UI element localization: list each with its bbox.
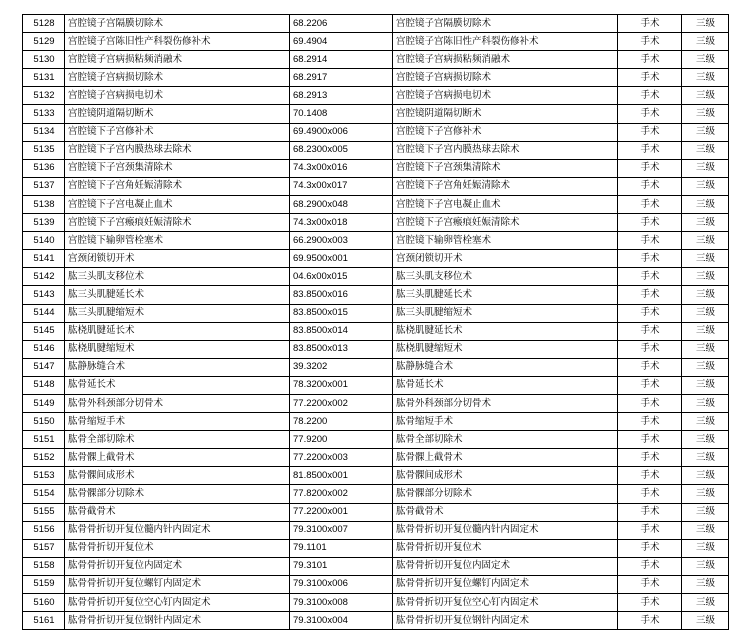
row-icd-code: 83.8500x015	[290, 304, 393, 322]
row-name: 宫腔镜下输卵管栓塞术	[65, 232, 290, 250]
table-row	[23, 322, 729, 340]
row-icd-code: 68.2914	[290, 51, 393, 69]
row-icd-code: 81.8500x001	[290, 467, 393, 485]
row-name-alt: 肱桡肌腱缩短术	[393, 340, 618, 358]
row-name-alt: 宫腔镜子宫隔膜切除术	[393, 15, 618, 33]
table-row	[23, 467, 729, 485]
row-code: 5151	[23, 431, 65, 449]
row-level: 三级	[682, 394, 729, 412]
row-name-alt: 肱骨骨折切开复位螺钉内固定术	[393, 575, 618, 593]
row-level: 三级	[682, 51, 729, 69]
row-level: 三级	[682, 449, 729, 467]
table-row	[23, 431, 729, 449]
row-icd-code: 04.6x00x015	[290, 268, 393, 286]
row-level: 三级	[682, 177, 729, 195]
row-type: 手术	[618, 503, 682, 521]
table-row	[23, 575, 729, 593]
row-type: 手术	[618, 449, 682, 467]
row-icd-code: 79.3100x006	[290, 575, 393, 593]
row-name: 宫腔镜阴道隔切断术	[65, 105, 290, 123]
table-row	[23, 15, 729, 33]
row-name: 宫颈闭锁切开术	[65, 250, 290, 268]
row-name-alt: 肱骨缩短手术	[393, 413, 618, 431]
row-code: 5158	[23, 557, 65, 575]
table-row	[23, 214, 729, 232]
row-type: 手术	[618, 594, 682, 612]
row-type: 手术	[618, 413, 682, 431]
row-name-alt: 肱骨髁上截骨术	[393, 449, 618, 467]
row-name: 宫腔镜下子宫瘢痕妊娠清除术	[65, 214, 290, 232]
row-name-alt: 肱静脉缝合术	[393, 358, 618, 376]
table-row	[23, 612, 729, 630]
row-name-alt: 宫腔镜下子宫修补术	[393, 123, 618, 141]
table-row	[23, 123, 729, 141]
row-level: 三级	[682, 15, 729, 33]
row-code: 5152	[23, 449, 65, 467]
row-code: 5159	[23, 575, 65, 593]
row-type: 手术	[618, 123, 682, 141]
row-name-alt: 宫腔镜下子宫内膜热球去除术	[393, 141, 618, 159]
table-row	[23, 376, 729, 394]
row-code: 5153	[23, 467, 65, 485]
row-type: 手术	[618, 214, 682, 232]
row-name-alt: 肱三头肌腱延长术	[393, 286, 618, 304]
row-icd-code: 83.8500x016	[290, 286, 393, 304]
row-code: 5143	[23, 286, 65, 304]
row-type: 手术	[618, 250, 682, 268]
row-code: 5156	[23, 521, 65, 539]
procedure-catalog-table	[22, 14, 729, 630]
row-name: 肱骨髁部分切除术	[65, 485, 290, 503]
row-level: 三级	[682, 232, 729, 250]
row-name-alt: 肱骨髁间成形术	[393, 467, 618, 485]
row-type: 手术	[618, 33, 682, 51]
row-level: 三级	[682, 123, 729, 141]
row-name: 肱骨骨折切开复位术	[65, 539, 290, 557]
row-name: 宫腔镜子宫病损切除术	[65, 69, 290, 87]
table-row	[23, 340, 729, 358]
row-code: 5161	[23, 612, 65, 630]
row-code: 5138	[23, 195, 65, 213]
row-level: 三级	[682, 539, 729, 557]
row-type: 手术	[618, 467, 682, 485]
table-row	[23, 159, 729, 177]
row-code: 5157	[23, 539, 65, 557]
row-name: 肱骨骨折切开复位空心钉内固定术	[65, 594, 290, 612]
row-name-alt: 肱骨截骨术	[393, 503, 618, 521]
row-name-alt: 宫腔镜子宫病损粘频消融术	[393, 51, 618, 69]
row-level: 三级	[682, 322, 729, 340]
row-icd-code: 77.2200x001	[290, 503, 393, 521]
table-row	[23, 358, 729, 376]
row-name-alt: 肱骨髁部分切除术	[393, 485, 618, 503]
row-code: 5142	[23, 268, 65, 286]
row-type: 手术	[618, 485, 682, 503]
row-type: 手术	[618, 268, 682, 286]
table-row	[23, 87, 729, 105]
table-row	[23, 539, 729, 557]
row-icd-code: 78.3200x001	[290, 376, 393, 394]
row-icd-code: 79.3100x004	[290, 612, 393, 630]
row-icd-code: 68.2917	[290, 69, 393, 87]
row-type: 手术	[618, 105, 682, 123]
table-row	[23, 141, 729, 159]
row-icd-code: 78.2200	[290, 413, 393, 431]
row-code: 5134	[23, 123, 65, 141]
row-type: 手术	[618, 575, 682, 593]
row-name: 肱骨骨折切开复位钢针内固定术	[65, 612, 290, 630]
row-code: 5133	[23, 105, 65, 123]
row-type: 手术	[618, 159, 682, 177]
row-name-alt: 宫腔镜子宫陈旧性产科裂伤修补术	[393, 33, 618, 51]
row-icd-code: 68.2206	[290, 15, 393, 33]
row-level: 三级	[682, 340, 729, 358]
table-row	[23, 394, 729, 412]
row-code: 5130	[23, 51, 65, 69]
row-code: 5150	[23, 413, 65, 431]
row-type: 手术	[618, 15, 682, 33]
row-name: 肱骨骨折切开复位髓内针内固定术	[65, 521, 290, 539]
row-name-alt: 肱骨外科颈部分切骨术	[393, 394, 618, 412]
row-level: 三级	[682, 431, 729, 449]
row-code: 5160	[23, 594, 65, 612]
row-type: 手术	[618, 322, 682, 340]
row-icd-code: 79.1101	[290, 539, 393, 557]
table-row	[23, 413, 729, 431]
row-type: 手术	[618, 358, 682, 376]
row-name: 肱三头肌腱缩短术	[65, 304, 290, 322]
row-icd-code: 68.2900x048	[290, 195, 393, 213]
row-name-alt: 肱骨骨折切开复位空心钉内固定术	[393, 594, 618, 612]
row-level: 三级	[682, 485, 729, 503]
row-name-alt: 肱骨骨折切开复位钢针内固定术	[393, 612, 618, 630]
row-level: 三级	[682, 413, 729, 431]
row-name: 肱骨缩短手术	[65, 413, 290, 431]
row-type: 手术	[618, 431, 682, 449]
row-level: 三级	[682, 69, 729, 87]
row-level: 三级	[682, 195, 729, 213]
row-name-alt: 肱三头肌支移位术	[393, 268, 618, 286]
table-row	[23, 268, 729, 286]
row-level: 三级	[682, 87, 729, 105]
row-name: 肱骨延长术	[65, 376, 290, 394]
row-code: 5131	[23, 69, 65, 87]
row-code: 5129	[23, 33, 65, 51]
table-row	[23, 594, 729, 612]
row-type: 手术	[618, 340, 682, 358]
row-icd-code: 83.8500x014	[290, 322, 393, 340]
row-name: 肱骨全部切除术	[65, 431, 290, 449]
table-row	[23, 69, 729, 87]
row-icd-code: 39.3202	[290, 358, 393, 376]
table-row	[23, 521, 729, 539]
row-name-alt: 宫腔镜子宫病损切除术	[393, 69, 618, 87]
row-type: 手术	[618, 87, 682, 105]
row-name: 宫腔镜子宫病损粘频消融术	[65, 51, 290, 69]
row-level: 三级	[682, 612, 729, 630]
row-name-alt: 宫颈闭锁切开术	[393, 250, 618, 268]
row-code: 5145	[23, 322, 65, 340]
row-type: 手术	[618, 521, 682, 539]
row-name: 肱骨截骨术	[65, 503, 290, 521]
row-icd-code: 77.2200x002	[290, 394, 393, 412]
table-row	[23, 33, 729, 51]
row-name-alt: 宫腔镜下子宫角妊娠清除术	[393, 177, 618, 195]
row-icd-code: 69.9500x001	[290, 250, 393, 268]
table-body	[23, 15, 729, 630]
row-type: 手术	[618, 539, 682, 557]
row-type: 手术	[618, 69, 682, 87]
row-icd-code: 66.2900x003	[290, 232, 393, 250]
row-level: 三级	[682, 304, 729, 322]
row-level: 三级	[682, 105, 729, 123]
row-code: 5140	[23, 232, 65, 250]
row-type: 手术	[618, 195, 682, 213]
row-code: 5136	[23, 159, 65, 177]
row-level: 三级	[682, 214, 729, 232]
row-name: 宫腔镜子宫隔膜切除术	[65, 15, 290, 33]
row-code: 5146	[23, 340, 65, 358]
row-name-alt: 宫腔镜阴道隔切断术	[393, 105, 618, 123]
row-level: 三级	[682, 557, 729, 575]
row-level: 三级	[682, 503, 729, 521]
row-type: 手术	[618, 51, 682, 69]
row-code: 5147	[23, 358, 65, 376]
row-code: 5137	[23, 177, 65, 195]
row-name: 肱三头肌腱延长术	[65, 286, 290, 304]
row-code: 5128	[23, 15, 65, 33]
row-type: 手术	[618, 557, 682, 575]
row-name-alt: 肱骨骨折切开复位髓内针内固定术	[393, 521, 618, 539]
row-name: 肱骨髁上截骨术	[65, 449, 290, 467]
table-row	[23, 304, 729, 322]
row-icd-code: 79.3101	[290, 557, 393, 575]
row-name: 肱桡肌腱缩短术	[65, 340, 290, 358]
row-type: 手术	[618, 141, 682, 159]
row-type: 手术	[618, 286, 682, 304]
row-level: 三级	[682, 286, 729, 304]
row-name-alt: 宫腔镜下子宫瘢痕妊娠清除术	[393, 214, 618, 232]
row-name-alt: 肱骨骨折切开复位术	[393, 539, 618, 557]
table-row	[23, 250, 729, 268]
row-level: 三级	[682, 467, 729, 485]
row-code: 5149	[23, 394, 65, 412]
row-level: 三级	[682, 358, 729, 376]
row-name: 肱三头肌支移位术	[65, 268, 290, 286]
row-name: 肱桡肌腱延长术	[65, 322, 290, 340]
row-name: 肱静脉缝合术	[65, 358, 290, 376]
row-name: 宫腔镜下子宫电凝止血术	[65, 195, 290, 213]
row-name-alt: 宫腔镜下子宫电凝止血术	[393, 195, 618, 213]
table-row	[23, 449, 729, 467]
row-level: 三级	[682, 575, 729, 593]
table-row	[23, 232, 729, 250]
row-code: 5154	[23, 485, 65, 503]
row-level: 三级	[682, 594, 729, 612]
row-name: 宫腔镜下子宫修补术	[65, 123, 290, 141]
row-name: 宫腔镜下子宫内膜热球去除术	[65, 141, 290, 159]
row-level: 三级	[682, 376, 729, 394]
table-row	[23, 105, 729, 123]
table-row	[23, 195, 729, 213]
row-type: 手术	[618, 232, 682, 250]
row-icd-code: 70.1408	[290, 105, 393, 123]
row-name-alt: 宫腔镜下输卵管栓塞术	[393, 232, 618, 250]
row-name-alt: 肱三头肌腱缩短术	[393, 304, 618, 322]
row-type: 手术	[618, 376, 682, 394]
table-row	[23, 177, 729, 195]
row-code: 5139	[23, 214, 65, 232]
row-icd-code: 79.3100x007	[290, 521, 393, 539]
row-icd-code: 69.4904	[290, 33, 393, 51]
table-row	[23, 557, 729, 575]
row-code: 5141	[23, 250, 65, 268]
row-icd-code: 77.2200x003	[290, 449, 393, 467]
row-name: 肱骨外科颈部分切骨术	[65, 394, 290, 412]
row-code: 5144	[23, 304, 65, 322]
row-icd-code: 77.8200x002	[290, 485, 393, 503]
row-icd-code: 83.8500x013	[290, 340, 393, 358]
row-name-alt: 宫腔镜下子宫颈集清除术	[393, 159, 618, 177]
row-code: 5135	[23, 141, 65, 159]
row-type: 手术	[618, 394, 682, 412]
row-level: 三级	[682, 159, 729, 177]
table-row	[23, 485, 729, 503]
row-code: 5155	[23, 503, 65, 521]
row-name: 肱骨骨折切开复位内固定术	[65, 557, 290, 575]
row-icd-code: 68.2913	[290, 87, 393, 105]
row-icd-code: 79.3100x008	[290, 594, 393, 612]
row-type: 手术	[618, 304, 682, 322]
row-name-alt: 肱骨延长术	[393, 376, 618, 394]
table-row	[23, 503, 729, 521]
row-type: 手术	[618, 612, 682, 630]
row-name: 肱骨髁间成形术	[65, 467, 290, 485]
table-row	[23, 286, 729, 304]
row-level: 三级	[682, 141, 729, 159]
row-name: 宫腔镜下子宫颈集清除术	[65, 159, 290, 177]
row-type: 手术	[618, 177, 682, 195]
row-icd-code: 74.3x00x018	[290, 214, 393, 232]
row-icd-code: 77.9200	[290, 431, 393, 449]
row-name: 肱骨骨折切开复位螺钉内固定术	[65, 575, 290, 593]
row-code: 5132	[23, 87, 65, 105]
row-level: 三级	[682, 521, 729, 539]
row-icd-code: 74.3x00x017	[290, 177, 393, 195]
row-name-alt: 肱骨全部切除术	[393, 431, 618, 449]
row-icd-code: 74.3x00x016	[290, 159, 393, 177]
table-row	[23, 51, 729, 69]
row-code: 5148	[23, 376, 65, 394]
row-icd-code: 68.2300x005	[290, 141, 393, 159]
row-name: 宫腔镜下子宫角妊娠清除术	[65, 177, 290, 195]
row-name-alt: 肱骨骨折切开复位内固定术	[393, 557, 618, 575]
row-level: 三级	[682, 268, 729, 286]
row-name-alt: 肱桡肌腱延长术	[393, 322, 618, 340]
row-icd-code: 69.4900x006	[290, 123, 393, 141]
row-name-alt: 宫腔镜子宫病损电切术	[393, 87, 618, 105]
row-level: 三级	[682, 33, 729, 51]
row-name: 宫腔镜子宫病损电切术	[65, 87, 290, 105]
row-level: 三级	[682, 250, 729, 268]
row-name: 宫腔镜子宫陈旧性产科裂伤修补术	[65, 33, 290, 51]
